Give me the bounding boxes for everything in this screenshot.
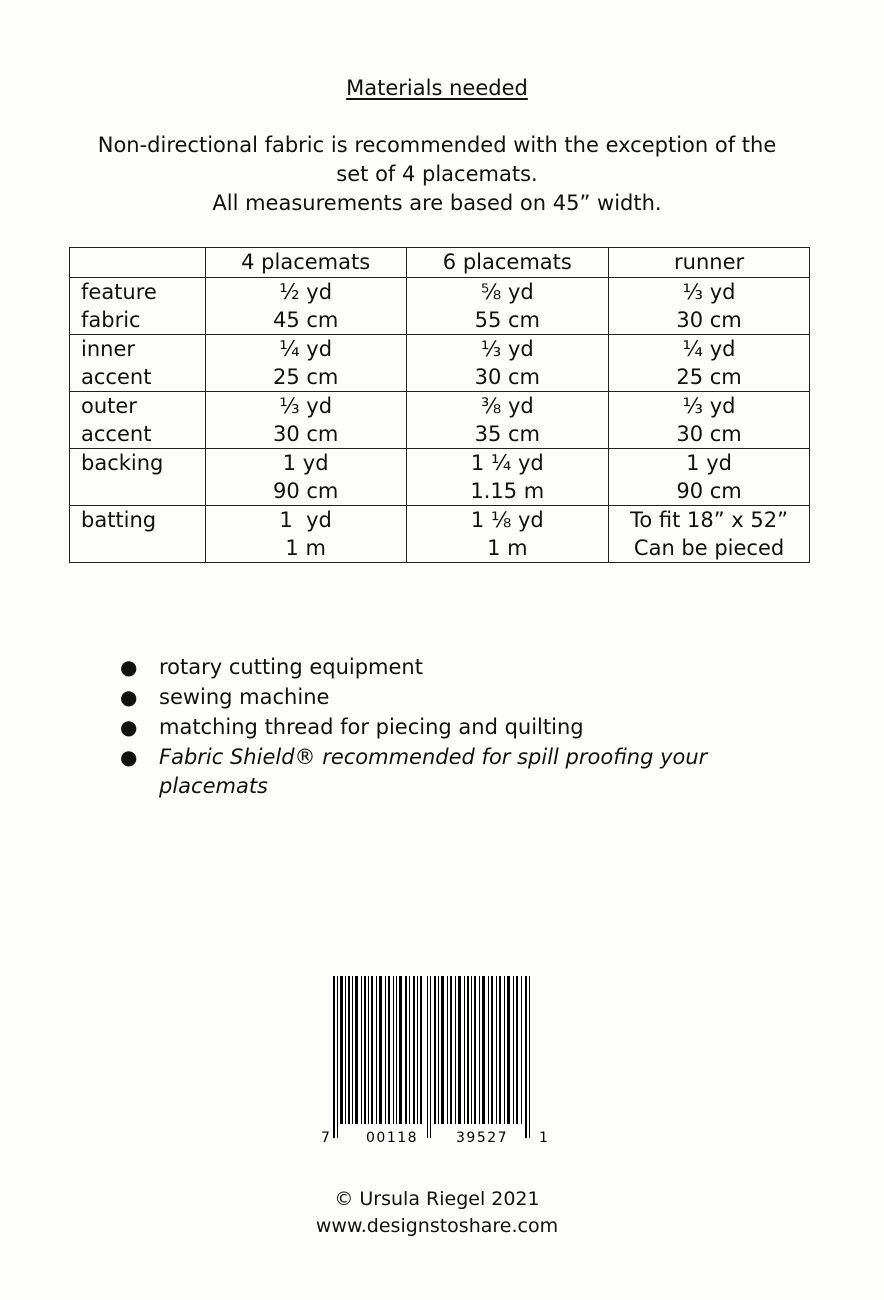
barcode-bar xyxy=(458,976,461,1124)
barcode-bar xyxy=(393,976,394,1124)
barcode-bar xyxy=(368,976,369,1124)
barcode-bar xyxy=(507,976,510,1124)
barcode-bar xyxy=(499,976,501,1124)
barcode-graphic xyxy=(319,976,549,1146)
table-row xyxy=(70,335,810,392)
cell-feature-runner: ⅓ yd 30 cm xyxy=(609,278,810,335)
intro-line: set of 4 placemats. xyxy=(336,162,538,186)
table-row xyxy=(70,278,810,335)
barcode-digit-check: 1 xyxy=(539,1130,548,1146)
barcode-bar xyxy=(482,976,485,1124)
barcode-digits-left: 00118 xyxy=(366,1130,419,1146)
barcode-bar xyxy=(488,976,489,1124)
barcode-bar xyxy=(333,976,335,1138)
barcode-bar xyxy=(455,976,456,1124)
barcode-bar xyxy=(427,976,428,1138)
barcode-bar xyxy=(388,976,390,1124)
barcode-bar xyxy=(521,976,522,1124)
table-row xyxy=(70,449,810,506)
table-header-4-placemats: 4 placemats xyxy=(205,248,406,278)
barcode-bar xyxy=(376,976,377,1124)
barcode-bar xyxy=(430,976,431,1138)
cell-batting-6-placemats: 1 ⅛ yd 1 m xyxy=(406,506,609,563)
barcode-bar xyxy=(340,976,343,1124)
barcode-bar xyxy=(434,976,436,1124)
cell-backing-runner: 1 yd 90 cm xyxy=(609,449,810,506)
page-title: Materials needed xyxy=(346,76,528,100)
intro-text xyxy=(0,131,874,218)
cell-batting-runner: To fit 18” x 52” Can be pieced xyxy=(609,506,810,563)
barcode-bar xyxy=(337,976,338,1138)
barcode-bar xyxy=(491,976,493,1124)
row-label-inner-accent: inner accent xyxy=(70,335,206,392)
list-item: ● matching thread for piecing and quilting xyxy=(113,713,753,742)
list-item: ● rotary cutting equipment xyxy=(113,653,753,682)
barcode-bar xyxy=(348,976,350,1124)
barcode-bar xyxy=(413,976,415,1124)
barcode-digit-lead: 7 xyxy=(321,1130,330,1146)
materials-table xyxy=(69,247,810,563)
cell-batting-4-placemats: 1 yd 1 m xyxy=(205,506,406,563)
table-header-empty xyxy=(70,248,206,278)
supplies-list xyxy=(113,653,753,802)
copyright-text: © Ursula Riegel 2021 xyxy=(334,1188,540,1210)
intro-line: All measurements are based on 45” width. xyxy=(212,191,662,215)
barcode-bar xyxy=(409,976,410,1124)
cell-backing-6-placemats: 1 ¼ yd 1.15 m xyxy=(406,449,609,506)
row-label-outer-accent: outer accent xyxy=(70,392,206,449)
barcode-bar xyxy=(352,976,353,1124)
website-link[interactable]: www.designstoshare.com xyxy=(315,1215,559,1237)
footer xyxy=(0,1186,874,1240)
row-label-feature-fabric: feature fabric xyxy=(70,278,206,335)
barcode-bar xyxy=(364,976,366,1124)
bullet-icon: ● xyxy=(120,655,138,679)
cell-inner-6-placemats: ⅓ yd 30 cm xyxy=(406,335,609,392)
barcode-bar xyxy=(371,976,373,1124)
barcode-bar xyxy=(504,976,505,1124)
list-item: ● sewing machine xyxy=(113,683,753,712)
barcode-bar xyxy=(525,976,527,1138)
barcode-bar xyxy=(385,976,386,1124)
barcode-bar xyxy=(464,976,465,1124)
barcode-bar xyxy=(467,976,469,1124)
bullet-icon: ● xyxy=(120,715,138,739)
barcode-bar xyxy=(345,976,346,1124)
barcode-bar xyxy=(355,976,358,1124)
table-header-6-placemats: 6 placemats xyxy=(406,248,609,278)
list-item: ● Fabric Shield® recommended for spill proofing your placemats xyxy=(120,745,708,798)
bullet-icon: ● xyxy=(120,745,138,769)
barcode-bar xyxy=(361,976,362,1124)
barcode-bar xyxy=(438,976,439,1124)
barcode-bar xyxy=(420,976,422,1124)
barcode-digits-right: 39527 xyxy=(456,1130,509,1146)
barcode-bar xyxy=(496,976,497,1124)
barcode-bar xyxy=(450,976,452,1124)
row-label-backing: backing xyxy=(70,449,206,506)
cell-outer-4-placemats: ⅓ yd 30 cm xyxy=(205,392,406,449)
cell-backing-4-placemats: 1 yd 90 cm xyxy=(205,449,406,506)
barcode-bar xyxy=(474,976,476,1124)
barcode-bar xyxy=(405,976,407,1124)
row-label-batting: batting xyxy=(70,506,206,563)
barcode-bar xyxy=(417,976,418,1124)
barcode-bar xyxy=(471,976,472,1124)
table-row xyxy=(70,506,810,563)
barcode-bar xyxy=(529,976,530,1138)
intro-line: Non-directional fabric is recommended with the exception of the xyxy=(97,133,777,157)
table-row xyxy=(70,392,810,449)
barcode xyxy=(319,976,549,1146)
cell-feature-6-placemats: ⅝ yd 55 cm xyxy=(406,278,609,335)
barcode-bar xyxy=(516,976,518,1124)
cell-feature-4-placemats: ½ yd 45 cm xyxy=(205,278,406,335)
barcode-bar xyxy=(399,976,402,1124)
barcode-bar xyxy=(379,976,382,1124)
cell-inner-runner: ¼ yd 25 cm xyxy=(609,335,810,392)
barcode-bar xyxy=(441,976,444,1124)
cell-inner-4-placemats: ¼ yd 25 cm xyxy=(205,335,406,392)
cell-outer-runner: ⅓ yd 30 cm xyxy=(609,392,810,449)
barcode-bar xyxy=(479,976,480,1124)
bullet-icon: ● xyxy=(120,685,138,709)
barcode-bar xyxy=(513,976,514,1124)
table-header-runner: runner xyxy=(609,248,810,278)
barcode-bar xyxy=(396,976,397,1124)
table-header-row xyxy=(70,248,810,278)
cell-outer-6-placemats: ⅜ yd 35 cm xyxy=(406,392,609,449)
barcode-bar xyxy=(447,976,448,1124)
